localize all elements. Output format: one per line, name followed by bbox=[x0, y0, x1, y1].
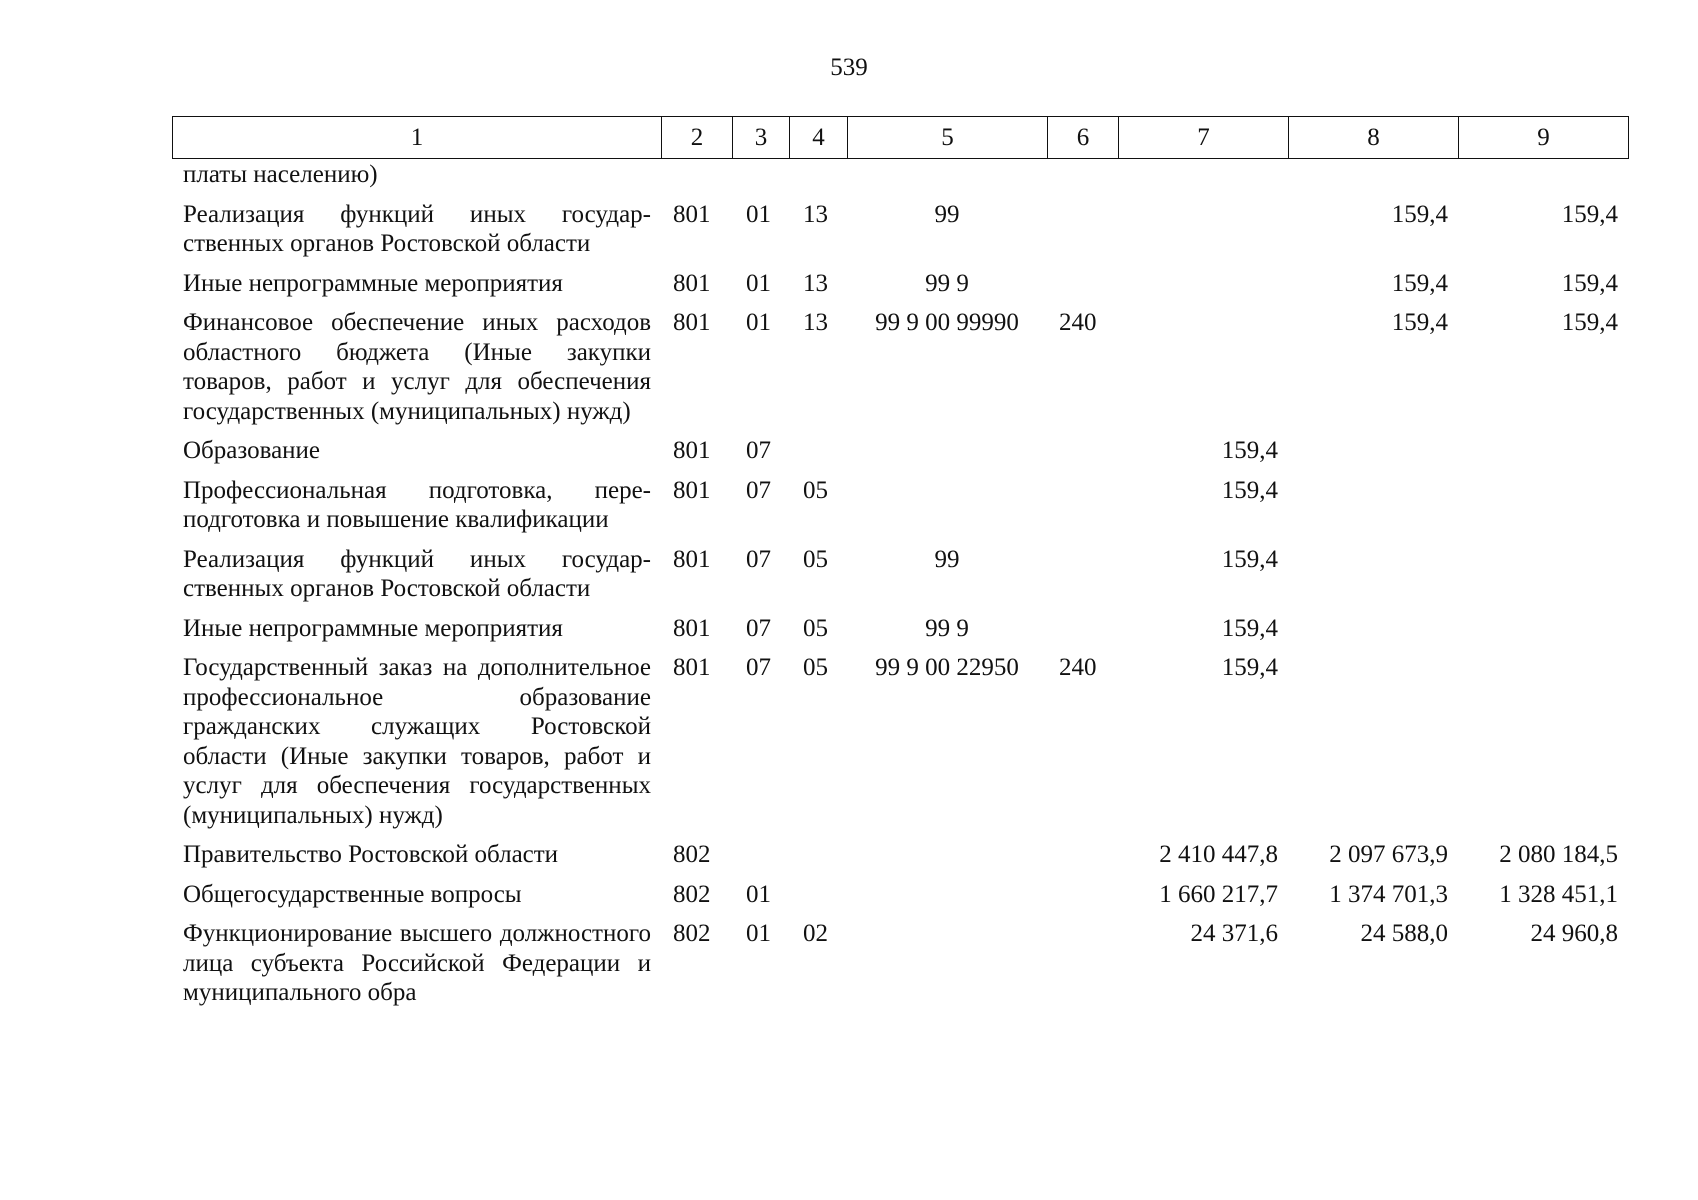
row-amount-col8: 1 374 701,3 bbox=[1329, 880, 1448, 908]
row-section-code bbox=[732, 830, 789, 870]
row-section-code: 07 bbox=[746, 476, 771, 504]
row-subsection-code: 05 bbox=[803, 476, 828, 504]
row-name: Реализация функций иных государственных органов Ростовской области bbox=[183, 545, 651, 602]
row-name: Образование bbox=[183, 437, 321, 464]
row-subsection-code: 02 bbox=[803, 920, 828, 947]
row-name: Общегосударственные вопросы bbox=[183, 880, 522, 908]
row-subsection-code: 05 bbox=[803, 654, 828, 681]
row-target-article bbox=[847, 830, 1047, 870]
row-section-code: 07 bbox=[746, 437, 771, 464]
row-name: Функционирование высшего должностного лица субъекта Российской Федерации и муниципального обра bbox=[183, 920, 651, 1006]
row-amount-col7: 1 660 217,7 bbox=[1159, 880, 1278, 908]
column-header-2: 2 bbox=[662, 117, 733, 159]
column-header-8: 8 bbox=[1289, 117, 1459, 159]
row-amount-col9 bbox=[1458, 535, 1628, 604]
row-target-article: 99 9 00 22950 bbox=[875, 654, 1019, 681]
row-amount-col8: 24 588,0 bbox=[1360, 920, 1448, 947]
row-amount-col7 bbox=[1118, 190, 1288, 259]
row-target-article bbox=[847, 426, 1047, 466]
row-section-code: 01 bbox=[746, 200, 771, 228]
row-section-code: 01 bbox=[746, 920, 771, 947]
row-subsection-code bbox=[789, 870, 847, 910]
table-row bbox=[172, 426, 1628, 466]
row-amount-col9 bbox=[1458, 466, 1628, 535]
row-amount-col9 bbox=[1458, 643, 1628, 830]
row-ved-code: 801 bbox=[673, 269, 711, 297]
row-ved-code: 801 bbox=[673, 437, 711, 464]
row-expense-type bbox=[1047, 426, 1118, 466]
column-header-7: 7 bbox=[1119, 117, 1289, 159]
row-ved-code: 802 bbox=[673, 841, 711, 868]
row-ved-code: 801 bbox=[673, 614, 711, 642]
table-row bbox=[172, 190, 1628, 259]
row-target-article: 99 9 bbox=[925, 614, 969, 642]
row-target-article: 99 9 00 99990 bbox=[875, 309, 1019, 336]
row-subsection-code bbox=[789, 426, 847, 466]
row-subsection-code: 05 bbox=[803, 545, 828, 573]
row-ved-code: 801 bbox=[673, 200, 711, 228]
row-amount-col9: 24 960,8 bbox=[1530, 920, 1618, 947]
row-amount-col9: 159,4 bbox=[1561, 200, 1618, 228]
row-name: Реализация функций иных государственных органов Ростовской области bbox=[183, 200, 651, 257]
row-ved-code: 802 bbox=[673, 920, 711, 947]
table-row bbox=[172, 298, 1628, 426]
row-target-article: 99 9 bbox=[925, 269, 969, 297]
row-amount-col7: 159,4 bbox=[1221, 614, 1278, 642]
row-amount-col8 bbox=[1288, 604, 1458, 644]
continuation-row bbox=[172, 160, 1628, 190]
row-expense-type: 240 bbox=[1059, 654, 1097, 681]
row-subsection-code: 13 bbox=[803, 309, 828, 336]
row-ved-code: 801 bbox=[673, 309, 711, 336]
table-row bbox=[172, 604, 1628, 644]
header-row bbox=[173, 117, 1629, 159]
table-row bbox=[172, 909, 1628, 1008]
row-section-code: 07 bbox=[746, 545, 771, 573]
row-amount-col7: 159,4 bbox=[1221, 654, 1278, 681]
row-expense-type bbox=[1047, 535, 1118, 604]
row-amount-col9: 159,4 bbox=[1561, 309, 1618, 336]
row-expense-type: 240 bbox=[1059, 309, 1097, 336]
row-ved-code: 801 bbox=[673, 654, 711, 681]
page-number: 539 bbox=[830, 54, 868, 81]
row-amount-col8: 159,4 bbox=[1391, 269, 1448, 297]
row-name: Правительство Ростовской области bbox=[183, 841, 559, 868]
row-name: Профессиональная подготовка, переподготовка и повышение квалификации bbox=[183, 476, 651, 533]
row-amount-col7: 159,4 bbox=[1221, 437, 1278, 464]
row-section-code: 07 bbox=[746, 654, 771, 681]
row-amount-col9: 2 080 184,5 bbox=[1499, 841, 1618, 868]
row-subsection-code: 05 bbox=[803, 614, 828, 642]
row-subsection-code: 13 bbox=[803, 200, 828, 228]
row-section-code: 01 bbox=[746, 309, 771, 336]
table-row bbox=[172, 466, 1628, 535]
row-target-article bbox=[847, 466, 1047, 535]
row-amount-col8: 159,4 bbox=[1391, 309, 1448, 336]
column-number-header bbox=[172, 116, 1629, 159]
row-amount-col9: 159,4 bbox=[1561, 269, 1618, 297]
column-header-3: 3 bbox=[733, 117, 790, 159]
row-ved-code: 802 bbox=[673, 880, 711, 908]
row-amount-col8: 2 097 673,9 bbox=[1329, 841, 1448, 868]
row-ved-code: 801 bbox=[673, 476, 711, 504]
row-section-code: 01 bbox=[746, 880, 771, 908]
column-header-4: 4 bbox=[790, 117, 848, 159]
row-expense-type bbox=[1047, 909, 1118, 1008]
row-amount-col7 bbox=[1118, 298, 1288, 426]
row-subsection-code bbox=[789, 830, 847, 870]
row-amount-col8: 159,4 bbox=[1391, 200, 1448, 228]
row-section-code: 01 bbox=[746, 269, 771, 297]
table-row bbox=[172, 535, 1628, 604]
row-expense-type bbox=[1047, 870, 1118, 910]
row-name: Финансовое обеспечение иных расходов областного бюджета (Иные закупки товаров, работ и услуг для обеспечения государственных (муниципальных) нужд) bbox=[183, 309, 651, 425]
table-row bbox=[172, 870, 1628, 910]
row-expense-type bbox=[1047, 830, 1118, 870]
row-expense-type bbox=[1047, 190, 1118, 259]
row-expense-type bbox=[1047, 259, 1118, 299]
continuation-text: платы населению) bbox=[183, 161, 378, 188]
row-amount-col8 bbox=[1288, 535, 1458, 604]
table-row bbox=[172, 830, 1628, 870]
row-target-article: 99 bbox=[934, 545, 960, 573]
row-target-article bbox=[847, 870, 1047, 910]
budget-table bbox=[172, 160, 1628, 1008]
table-row bbox=[172, 643, 1628, 830]
row-ved-code: 801 bbox=[673, 545, 711, 573]
row-amount-col9 bbox=[1458, 604, 1628, 644]
column-header-1: 1 bbox=[173, 117, 662, 159]
row-amount-col9 bbox=[1458, 426, 1628, 466]
row-section-code: 07 bbox=[746, 614, 771, 642]
row-name: Иные непрограммные мероприятия bbox=[183, 614, 563, 642]
row-target-article: 99 bbox=[934, 200, 960, 228]
row-amount-col8 bbox=[1288, 426, 1458, 466]
row-amount-col7: 24 371,6 bbox=[1190, 920, 1278, 947]
row-amount-col7: 159,4 bbox=[1221, 476, 1278, 504]
column-header-5: 5 bbox=[848, 117, 1048, 159]
table-row bbox=[172, 259, 1628, 299]
row-target-article bbox=[847, 909, 1047, 1008]
column-header-6: 6 bbox=[1048, 117, 1119, 159]
row-expense-type bbox=[1047, 604, 1118, 644]
column-header-9: 9 bbox=[1459, 117, 1629, 159]
row-amount-col9: 1 328 451,1 bbox=[1499, 880, 1618, 908]
row-name: Государственный заказ на дополнительное профессиональное образование гражданских служащих Ростовской области (Иные закупки товаров, работ и услуг для обеспечения государственных (муниципальных) нужд) bbox=[183, 654, 651, 829]
row-amount-col7 bbox=[1118, 259, 1288, 299]
row-amount-col8 bbox=[1288, 466, 1458, 535]
row-name: Иные непрограммные мероприятия bbox=[183, 269, 563, 297]
row-amount-col7: 159,4 bbox=[1221, 545, 1278, 573]
row-amount-col7: 2 410 447,8 bbox=[1159, 841, 1278, 868]
row-amount-col8 bbox=[1288, 643, 1458, 830]
row-subsection-code: 13 bbox=[803, 269, 828, 297]
row-expense-type bbox=[1047, 466, 1118, 535]
